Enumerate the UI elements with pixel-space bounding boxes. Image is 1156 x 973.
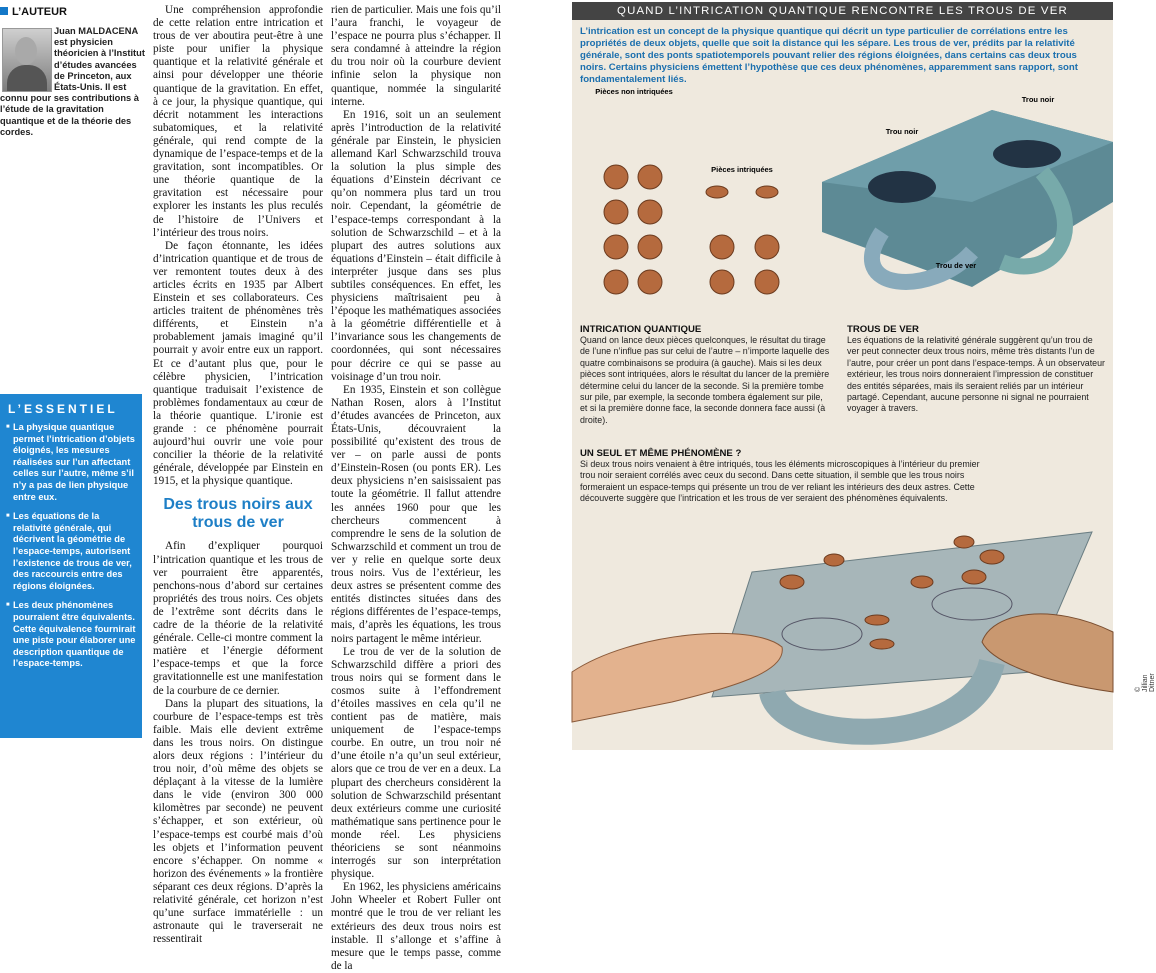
entangled-wormhole-illustration bbox=[572, 522, 1113, 750]
trous-de-ver-text: Les équations de la relativité générale suggèrent qu’un trou de ver peut connecter deux trous noirs, même très distants l’un de l’autre, pour créer un pont dans l’espace-temps. À un observateur extérieur, les trous noirs donneraient l’impression de constituer des entités séparées, mais ils seraient reliés par un intérieur partagé. Cependant, aucune personne ni signal ne pourraient voyager à travers. bbox=[847, 335, 1106, 414]
label-pieces-non-intriquees: Pièces non intriquées bbox=[595, 87, 673, 96]
paragraph: Le trou de ver de la solution de Schwarzschild diffère a priori des trous noirs qui se forment dans le cosmos suite à l’effondrement d’étoiles massives en cela qu’il ne contient pas de matière, mais uniquement de l’espace-temps courbe. En outre, un trou noir né d’une étoile n’a qu’un seul extérieur, alors que ce trou de ver en a deux. La plupart des chercheurs considèrent la solution de Schwarzschild présentant deux extérieurs comme une curiosité mathématique sans pertinence pour le monde réel. Les physiciens théoriciens se sont néanmoins interrogés sur son interprétation physique. bbox=[331, 645, 501, 881]
author-heading: L’AUTEUR bbox=[0, 6, 150, 20]
wormhole-illustration bbox=[572, 82, 1113, 322]
essentiel-heading: L’ESSENTIEL bbox=[8, 402, 118, 416]
essentiel-item: ■ La physique quantique permet l’intrication d’objets éloignés, les mesures réalisées sur l’un affectant celles sur l’autre, même s’il n’y a pas de lien physique entre eux. bbox=[6, 422, 138, 503]
label-trou-noir-1: Trou noir bbox=[885, 127, 919, 136]
essentiel-item: ■ Les deux phénomènes pourraient être équivalents. Cette équivalence fournirait une piste pour élaborer une description quantique de l’espace-temps. bbox=[6, 600, 138, 670]
meme-phenomene-text: Si deux trous noirs venaient à être intriqués, tous les éléments microscopiques à l’intérieur du premier trou noir seraient corrélés avec ceux du second. Dans cette situation, il semble que les trous noirs formeraient un espace-temps qui présente un trou de ver reliant les intérieurs des deux astres. Cette découverte suggère que l’intrication et les trous de ver seraient des phénomènes équivalents. bbox=[580, 459, 980, 504]
label-trou-de-ver: Trou de ver bbox=[935, 261, 977, 270]
paragraph: En 1916, soit un an seulement après l’introduction de la relativité générale par Einstein, le physicien allemand Karl Schwarzschild trouva la solution la plus simple des équations d’Einstein décrivant ce qu’on nommera plus tard un trou noir. Cependant, la géométrie de l’espace-temps correspondant à la solution de Schwarzschild – et à la plupart des autres solutions aux équations d’Einstein – était difficile à interpréter jusque dans ses plus subtiles conséquences. En effet, les physiciens maîtrisaient peu à l’époque les mathématiques associées à la géométrie différentielle et à l’invariance sous les changements de coordonnées, qui sont nécessaires pour décrire ce qui se passe au voisinage d’un trou noir. bbox=[331, 108, 501, 383]
section-subtitle: Des trous noirs aux trous de ver bbox=[163, 496, 313, 532]
paragraph: De façon étonnante, les idées d’intrication quantique et de trous de ver remontent toutes deux à des articles écrits en 1935 par Albert Einstein et ses collaborateurs. Ces articles traitent de phénomènes très différents, et Einstein n’a probablement jamais imaginé qu’il pourrait y avoir entre eux un rapport. Et ce d’autant plus que, pour le célèbre physicien, l’intrication quantique traduisait l’existence de problèmes fondamentaux au cœur de la théorie quantique. L’ironie est grande : ce phénomène pourrait aujourd’hui ouvrir une voie pour concilier la théorie de la relativité générale, développée par Einstein en 1915, et la physique quantique. bbox=[153, 239, 323, 488]
square-bullet-icon bbox=[0, 7, 8, 15]
intrication-text: Quand on lance deux pièces quelconques, le résultat du tirage de l’une n’influe pas sur celui de l’autre – n’importe laquelle des quatre combinaisons se produira (à gauche). Mais si les deux pièces sont intriquées, alors le résultat du lancer de la première détermine celui du lancer de la seconde. Si la première tombe sur pile, par exemple, la seconde tombera également sur pile, et si la première donne face, la seconde donnera face aussi (à droite). bbox=[580, 335, 830, 425]
paragraph: Afin d’expliquer pourquoi l’intrication quantique et les trous de ver pourraient être apparentés, penchons-nous d’abord sur certaines propriétés des trous noirs. Ces objets de l’extrême sont décrits dans le cadre de la théorie de la relativité générale. Celle-ci montre comment la matière et l’énergie déforment l’espace-temps et que la force gravitationnelle est une manifestation de la courbure de ce dernier. bbox=[153, 540, 323, 697]
paragraph: rien de particulier. Mais une fois qu’il l’aura franchi, le voyageur de l’espace ne pourra plus s’échapper. Il sera condamné à atteindre la région du trou noir où la courbure devient infinie selon la physique non quantique, nommée la singularité interne. bbox=[331, 4, 501, 108]
article-column-2 bbox=[331, 4, 501, 973]
meme-phenomene-heading: UN SEUL ET MÊME PHÉNOMÈNE ? bbox=[580, 448, 742, 459]
paragraph: En 1935, Einstein et son collègue Nathan Rosen, alors à l’Institut d’études avancées de Princeton, aux États-Unis, découvraient la possibilité qu’existent des trous de ver – on parle aussi de ponts d’Einstein-Rosen (ou ponts ER). Les deux physiciens n’en saisissaient pas toute la géométrie. Il fallut attendre les années 1960 pour que les chercheurs commencent à comprendre le sens de la solution de Schwarzschild et comment un trou de ver y relie en quelque sorte deux trous noirs. Vus de l’extérieur, les deux astres se présentent comme des entités distinctes situées dans des régions différentes de l’espace-temps, mais, d’après les équations, les trous noirs partagent le même intérieur. bbox=[331, 383, 501, 645]
image-credit: © Jillian Ditner bbox=[1135, 673, 1156, 692]
trous-de-ver-section bbox=[847, 324, 1105, 415]
meme-phenomene-section bbox=[580, 448, 980, 505]
author-bio: Juan MALDACENA est physicien théoricien à l’Institut d’études avancées de Princeton, aux États-Unis. Il est connu pour ses contributions à l’étude de la gravitation quantique et de la théorie des cordes. bbox=[0, 26, 145, 137]
paragraph: Une compréhension approfondie de cette relation entre intrication et trous de ver aboutira peut-être à une piste pour unifier la physique quantique et la relativité générale et ainsi pour développer une théorie quantique de la gravitation. En effet, à ce jour, la physique quantique, qui décrit notamment les interactions subatomiques, et la relativité générale, qui rend compte de la dynamique de l’espace-temps et de la gravitation, sont incompatibles. Or une théorie quantique de la gravitation est nécessaire pour explorer les instants les plus reculés de l’histoire de l’Univers et l’intérieur des trous noirs. bbox=[153, 4, 323, 239]
hand-icon bbox=[982, 614, 1113, 692]
infographic bbox=[572, 2, 1156, 750]
hand-icon bbox=[572, 633, 782, 722]
paragraph: Dans la plupart des situations, la courbure de l’espace-temps est très faible. Mais elle devient extrême dans les trous noirs. On distingue alors deux régions : l’intérieur du trou noir, d’où même des objets se déplaçant à la vitesse de la lumière dans le vide (environ 300 000 kilomètres par seconde) ne peuvent s’échapper, et son extérieur, où l’espace-temps est courbé mais d’où les objets et l’information peuvent encore s’échapper. On nomme « horizon des événements » la frontière séparant ces deux régions. D’après la relativité générale, cet horizon n’est qu’une surface immatérielle : un astronaute qui le traverserait ne ressentirait bbox=[153, 697, 323, 946]
infographic-title: QUAND L’INTRICATION QUANTIQUE RENCONTRE LES TROUS DE VER bbox=[572, 2, 1113, 20]
trous-de-ver-heading: TROUS DE VER bbox=[847, 324, 919, 335]
essentiel-item: ■ Les équations de la relativité générale, qui décrivent la géométrie de l’espace-temps, autorisent l’existence de trous de ver, des raccourcis entre des régions éloignées. bbox=[6, 511, 138, 592]
intrication-section bbox=[580, 324, 830, 426]
intrication-heading: INTRICATION QUANTIQUE bbox=[580, 324, 702, 335]
label-pieces-intriquees: Pièces intriquées bbox=[711, 165, 773, 174]
article-column-1 bbox=[153, 4, 323, 946]
label-trou-noir-2: Trou noir bbox=[1021, 95, 1055, 104]
infographic-intro: L’intrication est un concept de la physique quantique qui décrit un type particulier de corrélations entre les propriétés de deux objets, quelle que soit la distance qui les sépare. Les trous de ver, prédits par la relativité générale, sont des ponts spatiotemporels pouvant relier des régions éloignées, dans certains cas deux trous noirs. Certains physiciens émettent l’hypothèse que ces deux phénomènes, apparemment sans rapport, sont fondamentalement liés. bbox=[580, 26, 1078, 85]
author-photo bbox=[2, 28, 52, 92]
paragraph: En 1962, les physiciens américains John Wheeler et Robert Fuller ont montré que le trou de ver reliant les extérieurs des deux trous noirs est instable. Il s’allonge et s’affine à mesure que le temps passe, comme de la bbox=[331, 881, 501, 972]
essentiel-box bbox=[0, 394, 142, 738]
